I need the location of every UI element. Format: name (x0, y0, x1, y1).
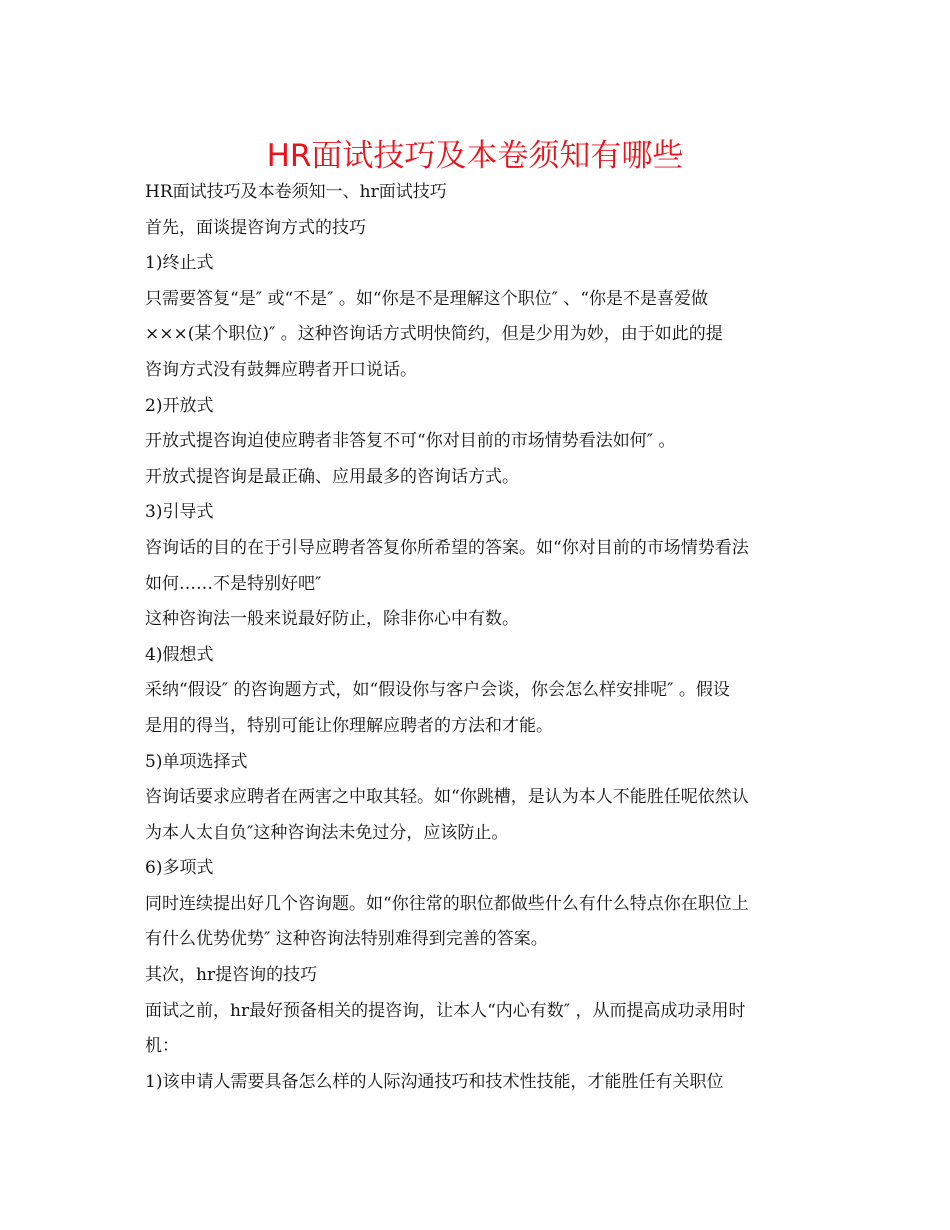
text-line: 只需要答复“是″ 或“不是″ 。如“你是不是理解这个职位″ 、“你是不是喜爱做 (145, 288, 709, 309)
text-line: 开放式提咨询迫使应聘者非答复不可“你对目前的市场情势看法如何″ 。 (145, 431, 676, 452)
text-line: 如何……不是特别好吧″ (145, 573, 322, 594)
text-line: 采纳“假设″ 的咨询题方式，如“假设你与客户会谈，你会怎么样安排呢″ 。假设 (145, 680, 730, 701)
text-line: 咨询话的目的在于引导应聘者答复你所希望的答案。如“你对目前的市场情势看法 (145, 537, 749, 558)
text-line: 是用的得当，特别可能让你理解应聘者的方法和才能。 (145, 715, 553, 736)
text-line: 为本人太自负″这种咨询法未免过分，应该防止。 (145, 822, 509, 843)
text-line: 5)单项选择式 (145, 751, 248, 772)
text-line: HR面试技巧及本卷须知一、hr面试技巧 (145, 182, 447, 202)
text-line: 1)该申请人需要具备怎么样的人际沟通技巧和技术性技能，才能胜任有关职位 (145, 1071, 724, 1092)
text-line: 这种咨询法一般来说最好防止，除非你心中有数。 (145, 609, 519, 630)
document-title: HR面试技巧及本卷须知有哪些 (266, 138, 684, 174)
text-line: ×××(某个职位)″ 。这种咨询话方式明快简约，但是少用为妙，由于如此的提 (145, 324, 723, 345)
text-line: 6)多项式 (145, 858, 214, 879)
text-line: 咨询方式没有鼓舞应聘者开口说话。 (145, 359, 417, 380)
text-line: 开放式提咨询是最正确、应用最多的咨询话方式。 (145, 466, 519, 487)
text-line: 1)终止式 (145, 253, 214, 274)
text-line: 其次，hr提咨询的技巧 (145, 965, 318, 986)
text-line: 4)假想式 (145, 644, 214, 665)
text-line: 有什么优势优势″ 这种咨询法特别难得到完善的答案。 (145, 929, 548, 950)
document-body (145, 175, 810, 1100)
text-line: 同时连续提出好几个咨询题。如“你往常的职位都做些什么有什么特点你在职位上 (145, 893, 749, 914)
text-line: 面试之前，hr最好预备相关的提咨询，让本人“内心有数″ ，从而提高成功录用时 (145, 1000, 746, 1021)
text-line: 3)引导式 (145, 502, 214, 523)
text-line: 首先，面谈提咨询方式的技巧 (145, 217, 366, 238)
text-line: 2)开放式 (145, 395, 214, 416)
text-line: 咨询话要求应聘者在两害之中取其轻。如“你跳槽，是认为本人不能胜任呢依然认 (145, 787, 749, 808)
text-line: 机： (145, 1036, 179, 1057)
